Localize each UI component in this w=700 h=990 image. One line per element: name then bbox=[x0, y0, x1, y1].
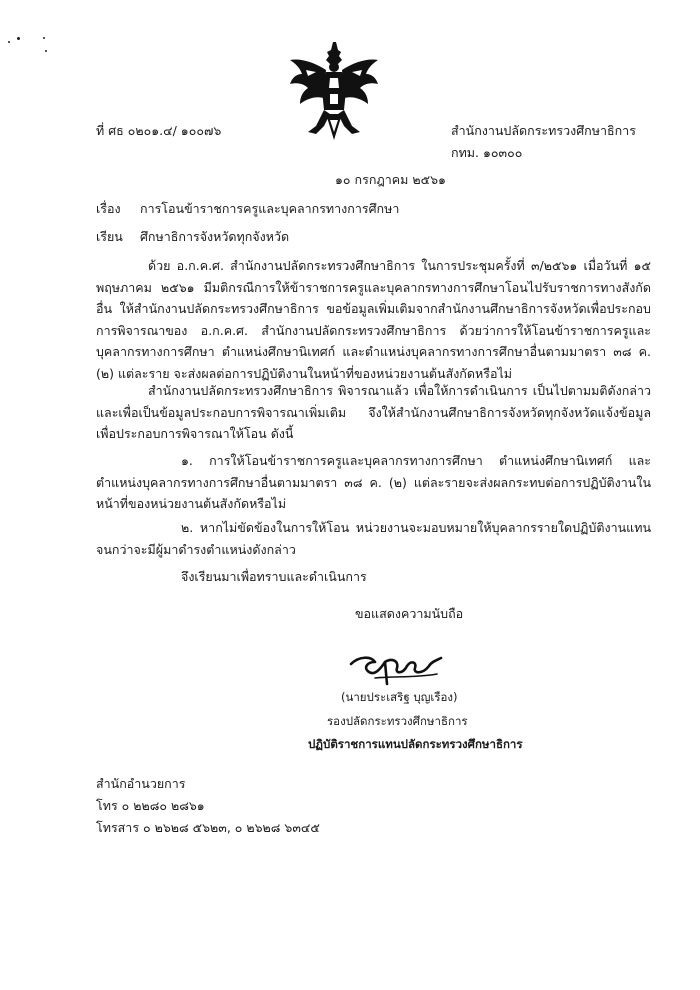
signatory-title: รองปลัดกระทรวงศึกษาธิการ bbox=[327, 714, 468, 728]
issuer-office: สำนักงานปลัดกระทรวงศึกษาธิการ bbox=[451, 123, 636, 138]
contact-phone: โทร ๐ ๒๒๘๐ ๒๘๖๑ bbox=[96, 798, 205, 813]
garuda-emblem-icon bbox=[286, 40, 382, 144]
signatory-acting-line: ปฏิบัติราชการแทนปลัดกระทรวงศึกษาธิการ bbox=[308, 737, 523, 751]
contact-unit: สำนักอำนวยการ bbox=[96, 776, 186, 791]
contact-fax: โทรสาร ๐ ๒๖๒๘ ๕๖๒๓, ๐ ๒๖๒๘ ๖๓๔๕ bbox=[96, 820, 320, 835]
body-paragraph-2: สำนักงานปลัดกระทรวงศึกษาธิการ พิจารณาแล้ว เพื่อให้การดำเนินการ เป็นไปตามมติดังกล่าว และเพื่อเป็นข้อมูลประกอบการพิจารณาเพิ่มเติม จึงให้สำนักงานศึกษาธิการจังหวัดทุกจังหวัดแจ้งข้อมูลเพื่อประกอบการพิจารณาให้โอน ดังนี้ bbox=[96, 383, 651, 441]
subject-text: การโอนข้าราชการครูและบุคลากรทางการศึกษา bbox=[140, 201, 400, 216]
subject-label: เรื่อง bbox=[96, 201, 121, 216]
addressee-label: เรียน bbox=[96, 229, 123, 244]
document-reference-number: ที่ ศธ ๐๒๐๑.๔/ ๑๐๐๗๖ bbox=[96, 123, 222, 138]
addressee-text: ศึกษาธิการจังหวัดทุกจังหวัด bbox=[140, 229, 290, 244]
scan-speck bbox=[45, 50, 47, 52]
scan-speck bbox=[8, 41, 10, 43]
handwritten-signature-icon bbox=[345, 648, 445, 688]
issuer-postcode: กทม. ๑๐๓๐๐ bbox=[451, 145, 523, 160]
body-item-1: ๑. การให้โอนข้าราชการครูและบุคลากรทางการศึกษา ตำแหน่งศึกษานิเทศก์ และตำแหน่งบุคลากรทางการศึกษาอื่นตามมาตรา ๓๘ ค. (๒) แต่ละรายจะส่งผลกระทบต่อการปฏิบัติงานในหน้าที่ของหน่วยงานต้นสังกัดหรือไม่ bbox=[96, 453, 651, 511]
salutation: ขอแสดงความนับถือ bbox=[355, 606, 464, 621]
scan-speck bbox=[17, 37, 20, 40]
body-item-2: ๒. หากไม่ขัดข้องในการให้โอน หน่วยงานจะมอบหมายให้บุคลากรรายใดปฏิบัติงานแทนจนกว่าจะมีผู้มาดำรงตำแหน่งดังกล่าว bbox=[96, 520, 651, 557]
body-paragraph-1: ด้วย อ.ก.ค.ศ. สำนักงานปลัดกระทรวงศึกษาธิการ ในการประชุมครั้งที่ ๓/๒๕๖๑ เมื่อวันที่ ๑๕ พฤษภาคม ๒๕๖๑ มีมติกรณีการให้ข้าราชการครูและบุคลากรทางการศึกษาโอนไปรับราชการทางสังกัดอื่น ให้สำนักงานปลัดกระทรวงศึกษาธิการ ขอข้อมูลเพิ่มเติมจากสำนักงานศึกษาธิการจังหวัดเพื่อประกอบการพิจารณาของ อ.ก.ค.ศ. สำนักงานปลัดกระทรวงศึกษาธิการ ด้วยว่าการให้โอนข้าราชการครูและบุคลากรทางการศึกษา ตำแหน่งศึกษานิเทศก์ และตำแหน่งบุคลากรทางการศึกษาอื่นตามมาตรา ๓๘ ค. (๒) แต่ละราย จะส่งผลต่อการปฏิบัติงานในหน้าที่ของหน่วยงานต้นสังกัดหรือไม่ bbox=[96, 258, 651, 381]
document-date: ๑๐ กรกฎาคม ๒๕๖๑ bbox=[335, 172, 446, 187]
signatory-name: (นายประเสริฐ บุญเรือง) bbox=[341, 690, 458, 704]
closing-line: จึงเรียนมาเพื่อทราบและดำเนินการ bbox=[181, 569, 367, 584]
scan-speck bbox=[43, 37, 45, 39]
